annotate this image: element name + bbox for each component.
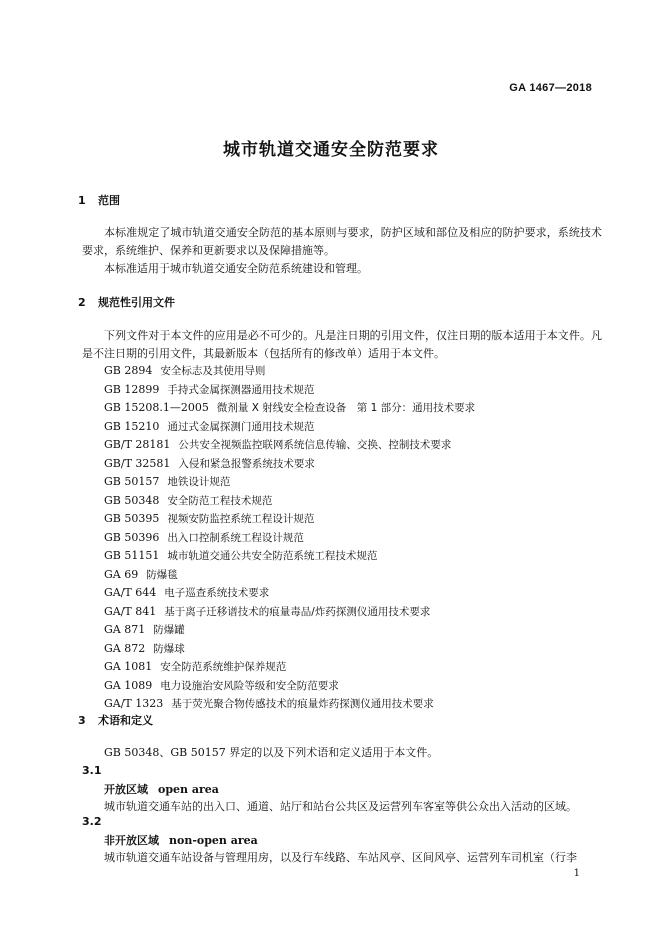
reference-title: 安全防范系统维护保养规范	[160, 661, 287, 673]
reference-code: GA 69	[104, 567, 139, 581]
reference-title: 通过式金属探测门通用技术规范	[167, 420, 315, 433]
reference-item	[104, 381, 475, 400]
reference-title: 微剂量 X 射线安全检查设备 第 1 部分：通用技术要求	[216, 402, 476, 414]
reference-item	[104, 621, 475, 640]
reference-item	[104, 658, 475, 677]
reference-title: 基于荧光聚合物传感技术的痕量炸药探测仪通用技术要求	[171, 698, 434, 710]
reference-title: 安全标志及其使用导则	[160, 365, 266, 377]
reference-item	[104, 547, 475, 566]
reference-item	[104, 418, 475, 437]
section-1-title: 范围	[98, 194, 120, 207]
reference-code: GA 872	[104, 641, 146, 655]
section-3-heading	[78, 712, 153, 728]
reference-title: 防爆球	[153, 642, 185, 655]
term-name	[104, 781, 219, 797]
reference-title: 公共安全视频监控联网系统信息传输、交换、控制技术要求	[178, 439, 452, 451]
reference-code: GA/T 1323	[104, 697, 164, 710]
reference-code: GB 50396	[104, 530, 160, 544]
reference-item	[104, 695, 475, 714]
reference-code: GB 15208.1—2005	[104, 401, 209, 414]
reference-title: 防爆罐	[153, 624, 185, 636]
reference-code: GA 871	[104, 623, 146, 636]
reference-item	[104, 510, 475, 529]
term-name	[104, 832, 258, 848]
reference-code: GB 50395	[104, 512, 160, 525]
section-2-intro: 下列文件对于本文件的应用是必不可少的。凡是注日期的引用文件，仅注日期的版本适用于本文件。凡是不注日期的引用文件，其最新版本（包括所有的修改单）适用于本文件。	[82, 329, 602, 360]
reference-item	[104, 399, 475, 418]
reference-item	[104, 455, 475, 474]
term-number: 3.1	[82, 764, 102, 777]
section-1-number: 1	[78, 194, 86, 207]
reference-item	[104, 603, 475, 622]
reference-item	[104, 677, 475, 696]
reference-code: GB 50157	[104, 475, 160, 488]
term-definition: 城市轨道交通车站设备与管理用房，以及行车线路、车站风亭、区间风亭、运营列车司机室（行李	[104, 851, 577, 864]
term-number: 3.2	[82, 815, 102, 828]
reference-item	[104, 566, 475, 585]
reference-title: 出入口控制系统工程设计规范	[167, 531, 304, 544]
reference-item	[104, 584, 475, 603]
reference-title: 安全防范工程技术规范	[167, 494, 273, 507]
term-name-en: non-open area	[169, 834, 258, 847]
reference-code: GB 15210	[104, 419, 160, 433]
reference-code: GA/T 841	[104, 604, 157, 618]
section-3-number: 3	[78, 714, 86, 727]
section-3-intro: GB 50348、GB 50157 界定的以及下列术语和定义适用于本文件。	[104, 746, 439, 759]
section-1-paragraph-2: 本标准适用于城市轨道交通安全防范系统建设和管理。	[104, 262, 368, 275]
reference-item	[104, 492, 475, 511]
reference-code: GB/T 32581	[104, 456, 171, 470]
page-number: 1	[573, 868, 580, 879]
reference-title: 防爆毯	[146, 568, 178, 581]
reference-code: GB 50348	[104, 493, 160, 507]
term-name-zh: 开放区域	[104, 783, 148, 796]
section-1-paragraph-1: 本标准规定了城市轨道交通安全防范的基本原则与要求，防护区域和部位及相应的防护要求，系统技术要求，系统维护、保养和更新要求以及保障措施等。	[82, 226, 602, 257]
document-title: 城市轨道交通安全防范要求	[223, 140, 439, 160]
reference-item	[104, 640, 475, 659]
reference-title: 电力设施治安风险等级和安全防范要求	[160, 679, 339, 692]
standard-code: GA 1467—2018	[509, 82, 592, 94]
reference-title: 地铁设计规范	[167, 476, 231, 488]
reference-code: GB 2894	[104, 364, 153, 377]
reference-item	[104, 529, 475, 548]
section-2-title: 规范性引用文件	[98, 296, 175, 309]
reference-code: GB/T 28181	[104, 438, 171, 451]
reference-item	[104, 362, 475, 381]
reference-code: GA 1081	[104, 660, 153, 673]
reference-title: 电子巡查系统技术要求	[164, 587, 270, 599]
term-name-zh: 非开放区域	[104, 834, 159, 847]
section-3-title: 术语和定义	[98, 714, 153, 727]
reference-title: 手持式金属探测器通用技术规范	[167, 383, 315, 396]
reference-item	[104, 436, 475, 455]
reference-title: 城市轨道交通公共安全防范系统工程技术规范	[167, 550, 378, 562]
normative-reference-list	[104, 362, 475, 714]
reference-title: 入侵和紧急报警系统技术要求	[178, 457, 315, 470]
term-name-en: open area	[158, 783, 219, 796]
reference-title: 视频安防监控系统工程设计规范	[167, 513, 315, 525]
reference-title: 基于离子迁移谱技术的痕量毒品/炸药探测仪通用技术要求	[164, 605, 431, 618]
term-definition: 城市轨道交通车站的出入口、通道、站厅和站台公共区及运营列车客室等供公众出入活动的区域。	[104, 800, 577, 813]
reference-code: GA 1089	[104, 678, 153, 692]
reference-code: GB 12899	[104, 382, 160, 396]
reference-code: GB 51151	[104, 549, 160, 562]
section-1-heading	[78, 192, 120, 208]
section-2-heading	[78, 294, 175, 310]
section-2-number: 2	[78, 296, 86, 309]
reference-code: GA/T 644	[104, 586, 157, 599]
reference-item	[104, 473, 475, 492]
